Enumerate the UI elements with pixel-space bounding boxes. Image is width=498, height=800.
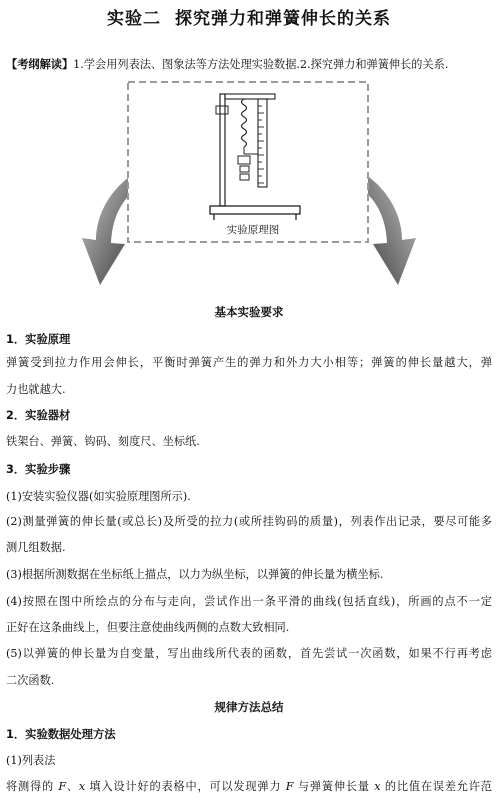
step-3: (3)根据所测数据在坐标纸上描点，以力为纵坐标，以弹簧的伸长量为横坐标. <box>6 568 384 581</box>
method-sub-1: (1)列表法 <box>6 754 56 767</box>
var-x-2: x <box>374 780 381 793</box>
method-line-end: 的比值在误差允许范 <box>380 780 492 793</box>
var-F-2: F <box>285 780 294 793</box>
step-2-line-2: 测几组数据. <box>6 541 66 554</box>
step-5-line-1: (5)以弹簧的伸长量为自变量，写出曲线所代表的函数，首先尝试一次函数，如果不行再考虑 <box>6 647 492 660</box>
method-line-pre: 将测得的 <box>6 780 54 793</box>
step-2-line-1: (2)测量弹簧的伸长量(或总长)及所受的拉力(或所挂钩码的质量)，列表作出记录，要尽可能多 <box>6 515 492 528</box>
method-heading: 1．实验数据处理方法 <box>6 728 116 741</box>
principle-line-1: 弹簧受到拉力作用会伸长，平衡时弹簧产生的弹力和外力大小相等；弹簧的伸长量越大，弹 <box>6 356 492 369</box>
title-part1: 实验二 <box>107 9 161 29</box>
principle-heading: 1．实验原理 <box>6 333 71 346</box>
var-F: F <box>58 780 67 793</box>
method-line-mid2: 与弹簧伸长量 <box>293 780 370 793</box>
step-4-line-1: (4)按照在图中所绘点的分布与走向，尝试作出一条平滑的曲线(包括直线)，所画的点不一定 <box>6 595 492 608</box>
title-part2: 探究弹力和弹簧伸长的关系 <box>175 9 391 29</box>
var-x: x <box>78 780 86 793</box>
principle-line-2: 力也就越大. <box>6 383 66 396</box>
outline-paragraph <box>6 55 492 74</box>
step-5-line-2: 二次函数. <box>6 674 55 687</box>
method-line-mid: 填入设计好的表格中，可以发现弹力 <box>85 780 282 793</box>
outline-text: 1.学会用列表法、图象法等方法处理实验数据.2.探究弹力和弹簧伸长的关系. <box>73 58 449 71</box>
section-heading-summary: 规律方法总结 <box>214 700 284 714</box>
method-sep: 、 <box>66 780 79 793</box>
outline-label: 【考纲解读】 <box>6 57 74 71</box>
equipment-heading: 2．实验器材 <box>6 409 71 422</box>
method-line-1 <box>6 778 492 796</box>
equipment-line-1: 铁架台、弹簧、钩码、刻度尺、坐标纸. <box>6 435 200 448</box>
figure-svg <box>0 80 498 290</box>
steps-heading: 3．实验步骤 <box>6 463 71 476</box>
figure-frame <box>128 82 368 242</box>
figure-caption: 实验原理图 <box>226 224 280 236</box>
principle-figure <box>0 80 498 290</box>
step-4-line-2: 正好在这条曲线上，但要注意使曲线两侧的点数大致相同. <box>6 621 290 634</box>
section-heading-basic: 基本实验要求 <box>214 305 284 319</box>
step-1: (1)安装实验仪器(如实验原理图所示). <box>6 490 191 503</box>
page-title <box>0 4 498 29</box>
right-arrow-icon <box>363 175 416 285</box>
